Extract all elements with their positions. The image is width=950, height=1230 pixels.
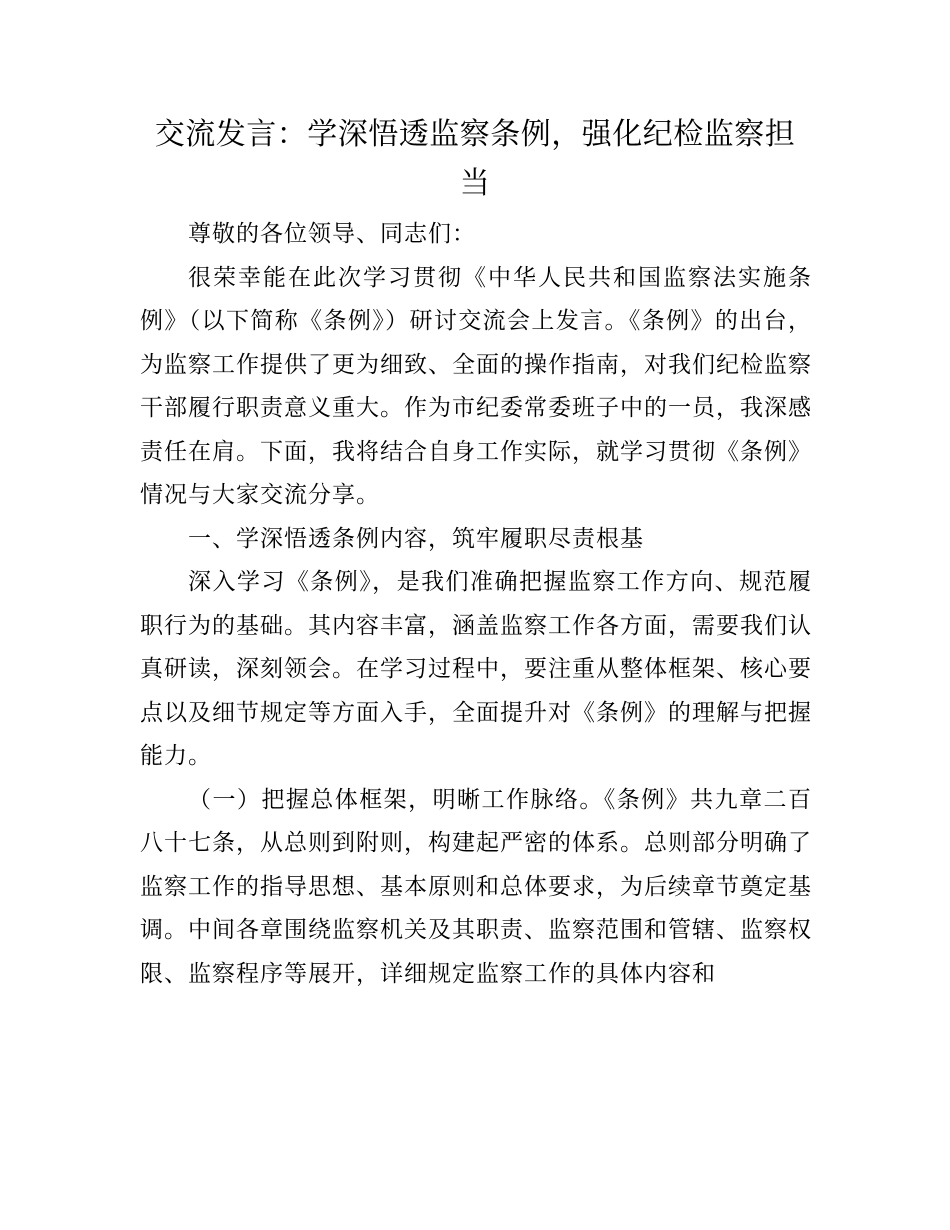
salutation-paragraph: 尊敬的各位领导、同志们： [188, 221, 476, 247]
section-heading-1: 一、学深悟透条例内容，筑牢履职尽责根基 [188, 525, 644, 552]
document-body [140, 213, 812, 996]
section-1-paragraph: 深入学习《条例》，是我们准确把握监察工作方向、规范履职行为的基础。其内容丰富，涵盖监察工作各方面，需要我们认真研读，深刻领会。在学习过程中，要注重从整体框架、核心要点以及细节规定等方面入手，全面提升对《条例》的理解与把握能力。 [140, 569, 812, 769]
subsection-1-paragraph: （一）把握总体框架，明晰工作脉络。《条例》共九章二百八十七条，从总则到附则，构建起严密的体系。总则部分明确了监察工作的指导思想、基本原则和总体要求，为后续章节奠定基调。中间各章围绕监察机关及其职责、监察范围和管辖、监察权限、监察程序等展开，详细规定监察工作的具体内容和 [140, 786, 812, 987]
intro-paragraph: 很荣幸能在此次学习贯彻《中华人民共和国监察法实施条例》（以下简称《条例》）研讨交流会上发言。《条例》的出台，为监察工作提供了更为细致、全面的操作指南，对我们纪检监察干部履行职责意义重大。作为市纪委常委班子中的一员，我深感责任在肩。下面，我将结合自身工作实际，就学习贯彻《条例》情况与大家交流分享。 [140, 264, 812, 508]
document-title: 交流发言：学深悟透监察条例，强化纪检监察担当 [154, 117, 796, 201]
